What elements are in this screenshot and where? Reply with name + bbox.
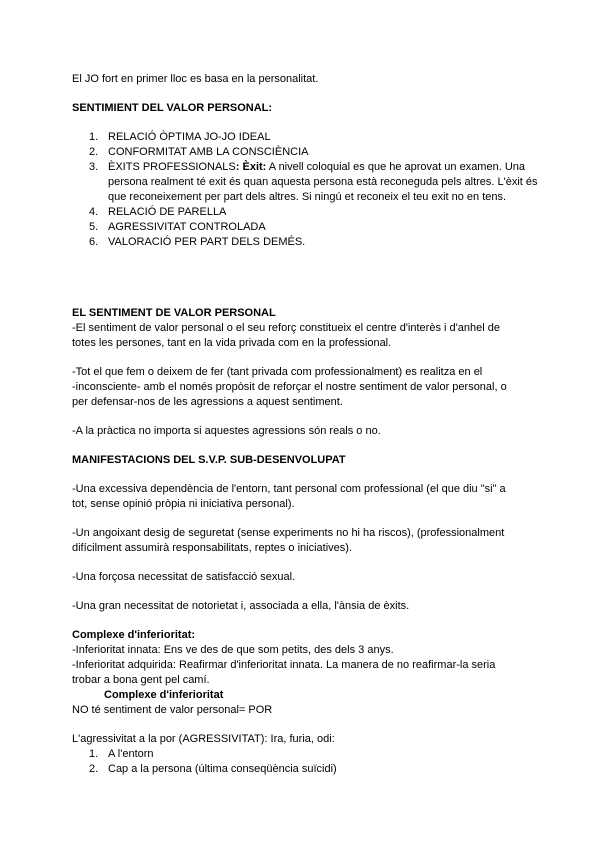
paragraph-line: -Una forçosa necessitat de satisfacció sexual. bbox=[72, 571, 296, 583]
paragraph-line: -Inferioritat adquirida: Reafirmar d'inferioritat innata. La manera de no reafirmar-la seria bbox=[72, 659, 496, 671]
paragraph-line: -Una excessiva dependència de l'entorn, tant personal com professional (el que diu "si" a bbox=[72, 483, 506, 495]
list-item: 3. ÈXITS PROFESSIONALS: Èxit: A nivell coloquial es que he aprovat un examen. Una persona realment té exit és quan aquesta persona està reconeguda pels altres. L'èxit és que reconeixement per part dels altres. Si ningú et reconeix el teu exit no en tens. bbox=[89, 161, 538, 203]
list-item: 1. A l'entorn bbox=[89, 748, 154, 760]
paragraph-line: -inconsciente- amb el només propòsit de reforçar el nostre sentiment de valor personal, o bbox=[72, 381, 507, 393]
list-item: 4. RELACIÓ DE PARELLA bbox=[89, 206, 227, 218]
section1-heading: SENTIMIENT DEL VALOR PERSONAL: bbox=[72, 102, 273, 114]
value-list bbox=[72, 130, 548, 250]
aggression-list bbox=[72, 747, 337, 777]
list-item: 2. Cap a la persona (última conseqüència suïcidi) bbox=[89, 763, 337, 775]
list-item: 5. AGRESSIVITAT CONTROLADA bbox=[89, 221, 266, 233]
list-item: 6. VALORACIÓ PER PART DELS DEMÉS. bbox=[89, 236, 306, 248]
list-item: 2. CONFORMITAT AMB LA CONSCIÈNCIA bbox=[89, 146, 309, 158]
paragraph-line: NO té sentiment de valor personal= POR bbox=[72, 704, 273, 716]
paragraph-line: L'agressivitat a la por (AGRESSIVITAT): Ira, furia, odi: bbox=[72, 733, 335, 745]
section2-heading: EL SENTIMENT DE VALOR PERSONAL bbox=[72, 307, 276, 319]
paragraph-line: -Tot el que fem o deixem de fer (tant privada com professionalment) es realitza en el bbox=[72, 366, 483, 378]
section3-heading: MANIFESTACIONS DEL S.V.P. SUB-DESENVOLUPAT bbox=[72, 454, 346, 466]
subheading: Complexe d'inferioritat bbox=[104, 689, 224, 701]
paragraph-line: -Inferioritat innata: Ens ve des de que som petits, des dels 3 anys. bbox=[72, 644, 394, 656]
paragraph-line: per defensar-nos de les agressions a aquest sentiment. bbox=[72, 396, 343, 408]
paragraph-line: trobar a bona gent pel camí. bbox=[72, 674, 210, 686]
intro-text: El JO fort en primer lloc es basa en la personalitat. bbox=[72, 73, 319, 85]
paragraph-line: tot, sense opinió pròpia ni iniciativa personal). bbox=[72, 498, 295, 510]
paragraph-line: totes les persones, tant en la vida privada com en la professional. bbox=[72, 337, 392, 349]
paragraph-line: -Una gran necessitat de notorietat i, associada a ella, l'ànsia de èxits. bbox=[72, 600, 410, 612]
paragraph-line: -Un angoixant desig de seguretat (sense experiments no hi ha riscos), (professionalment bbox=[72, 527, 505, 539]
paragraph-line: -El sentiment de valor personal o el seu reforç constitueix el centre d'interès i d'anhel de bbox=[72, 322, 500, 334]
paragraph-line: difícilment assumirà responsabilitats, reptes o iniciatives). bbox=[72, 542, 353, 554]
list-item: 1. RELACIÓ ÒPTIMA JO-JO IDEAL bbox=[89, 131, 271, 143]
section4-heading: Complexe d'inferioritat: bbox=[72, 629, 196, 641]
paragraph-line: -A la pràctica no importa si aquestes agressions són reals o no. bbox=[72, 425, 381, 437]
